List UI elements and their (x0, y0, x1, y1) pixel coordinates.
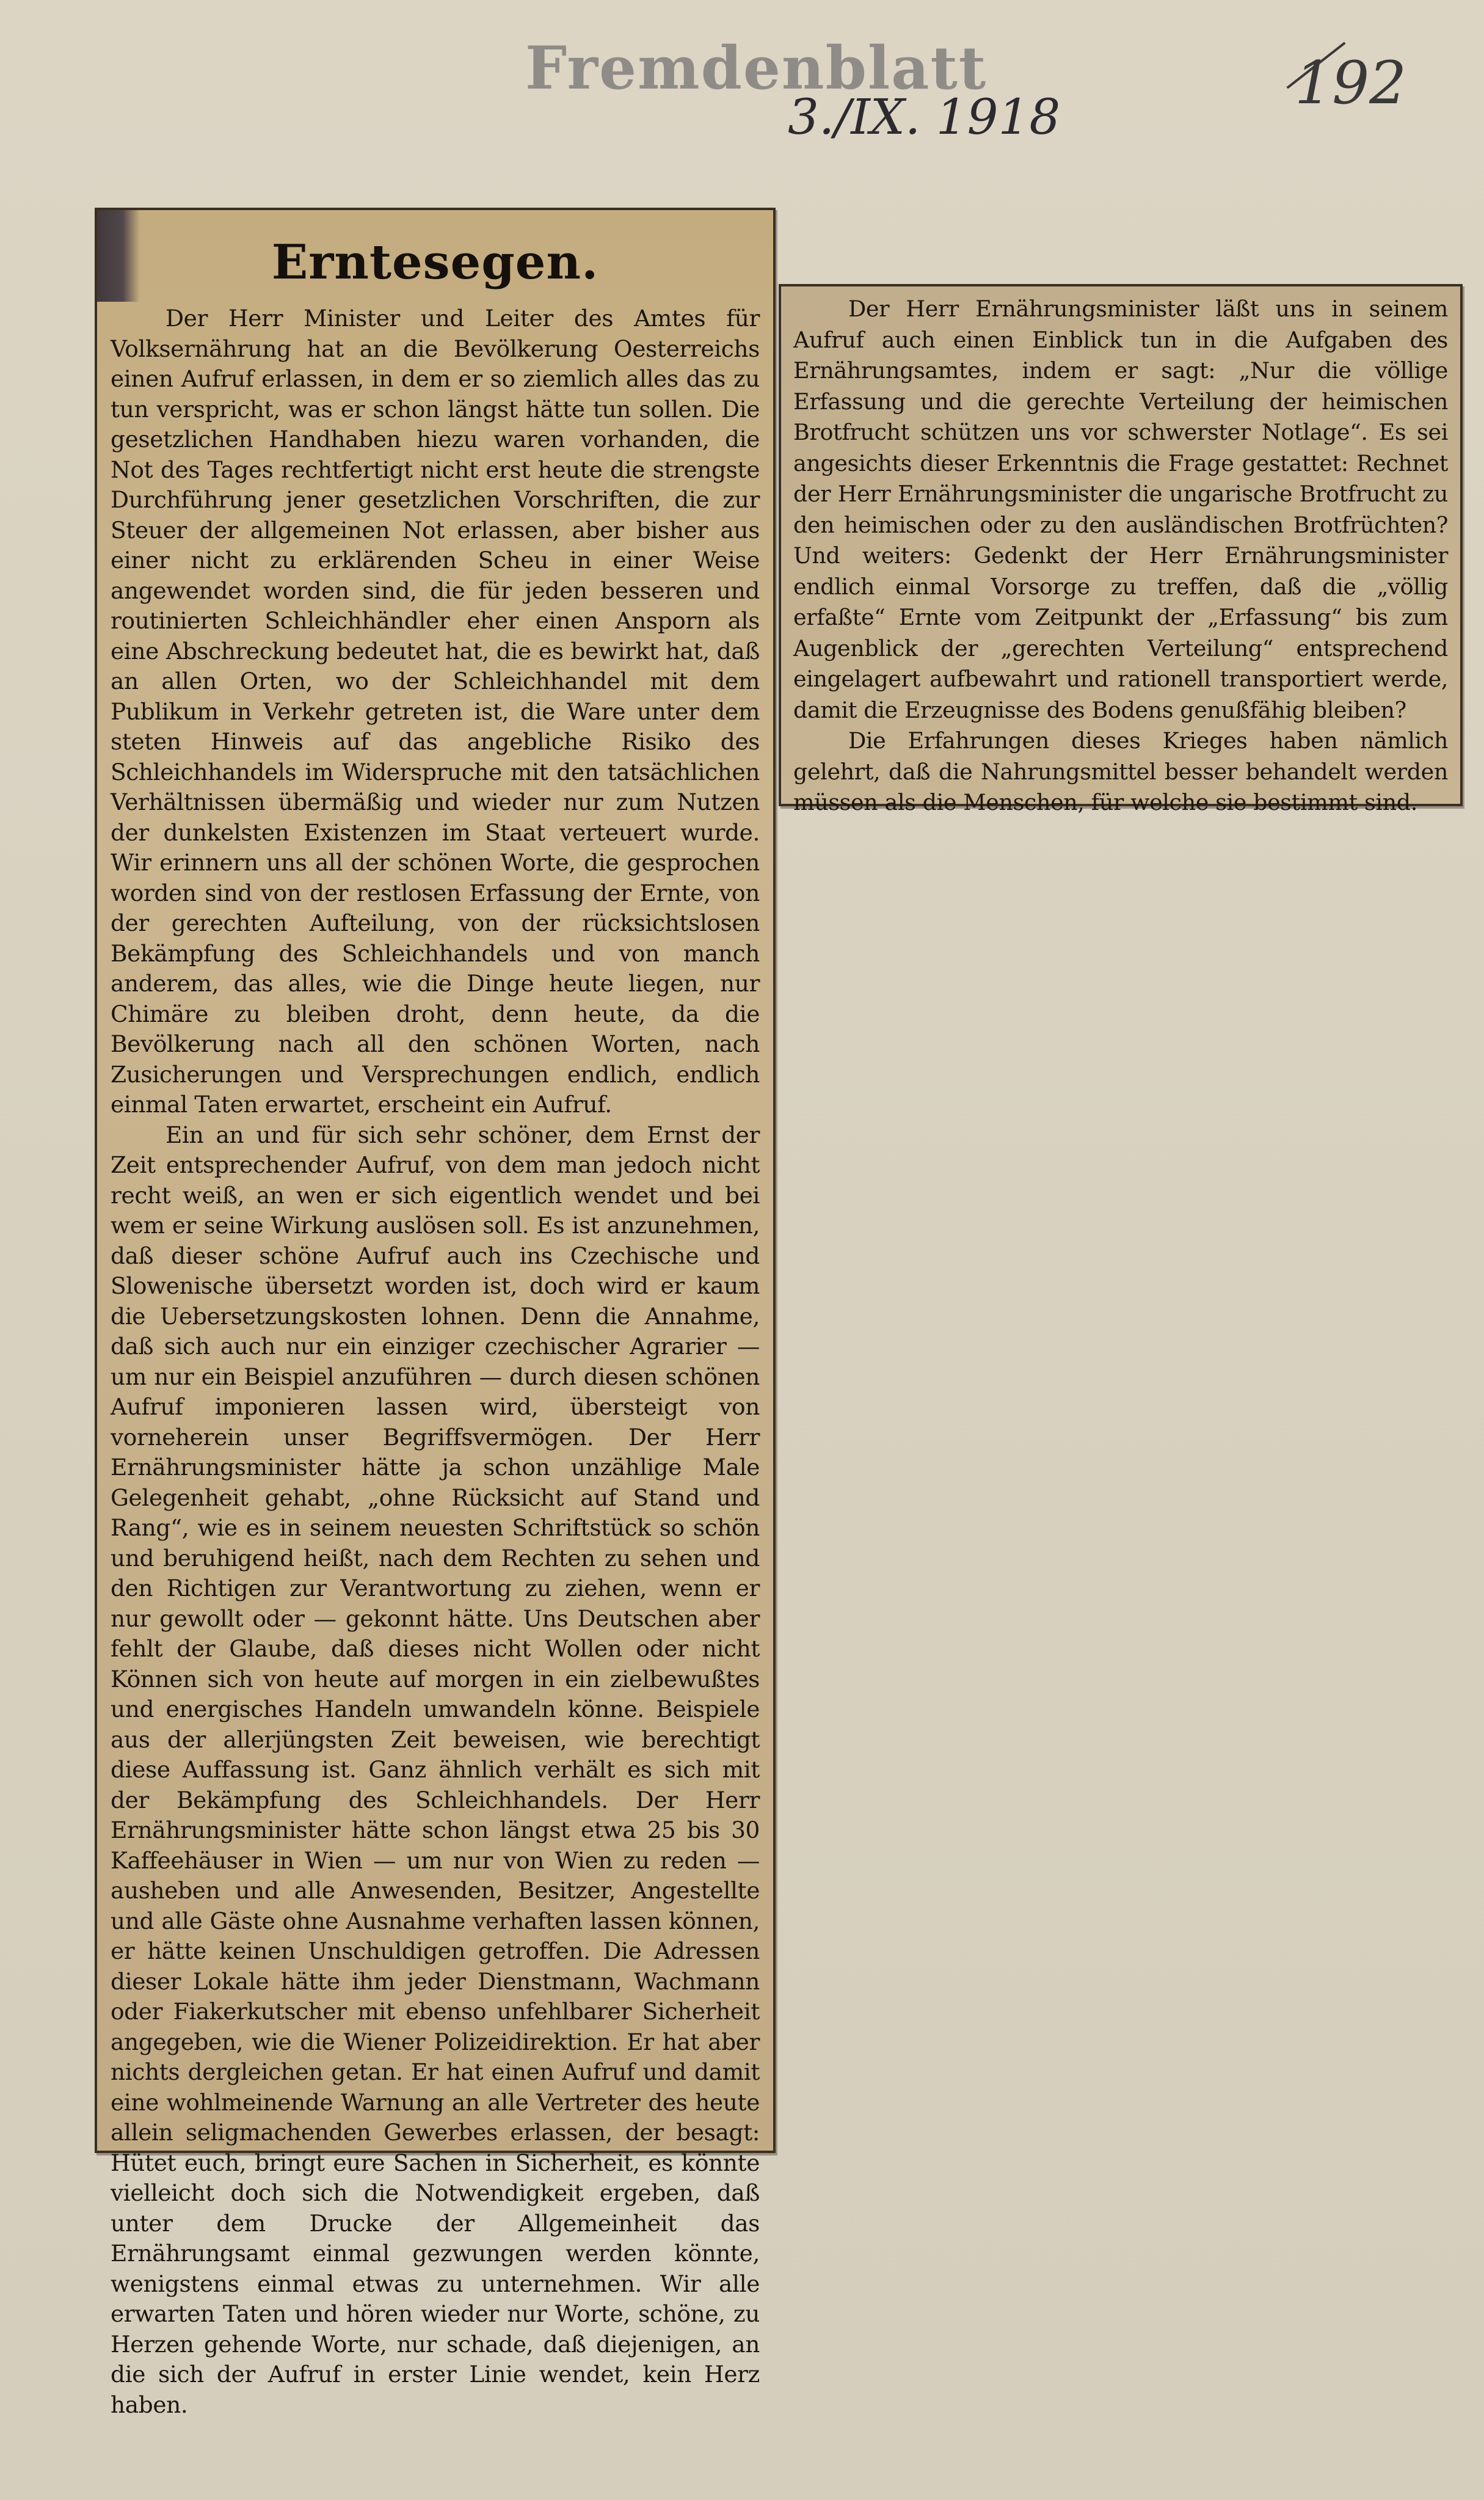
article-paragraph: Der Herr Minister und Leiter des Amtes für Volksernährung hat an die Bevölkerung Oesterreichs einen Aufruf erlassen, in dem er so ziemlich alles das zu tun verspricht, was er schon längst hätte tun sollen. Die gesetzlichen Handhaben hiezu waren vorhanden, die Not des Tages rechtfertigt nicht erst heute die strengste Durchführung jener gesetzlichen Vorschriften, die zur Steuer der allgemeinen Not erlassen, aber bisher aus einer nicht zu erklärenden Scheu in einer Weise angewendet worden sind, die für jeden besseren und routinierten Schleichhändler eher einen Ansporn als eine Abschreckung bedeutet hat, die es bewirkt hat, daß an allen Orten, wo der Schleichhandel mit dem Publikum in Verkehr getreten ist, die Ware unter dem steten Hinweis auf das angebliche Risiko des Schleichhandels im Widerspruche mit den tatsächlichen Verhältnissen übermäßig und wieder nur zum Nutzen der dunkelsten Existenzen im Staat verteuert wurde. Wir erinnern uns all der schönen Worte, die gesprochen worden sind von der restlosen Erfassung der Ernte, von der gerechten Aufteilung, von der rücksichtslosen Bekämpfung des Schleichhandels und von manch anderem, das alles, wie die Dinge heute liegen, nur Chimäre zu bleiben droht, denn heute, da die Bevölkerung nach all den schönen Worten, nach Zusicherungen und Versprechungen endlich, endlich einmal Taten erwartet, erscheint ein Aufruf. (111, 305, 760, 1118)
article-clipping-right (779, 284, 1463, 815)
article-clipping-left (95, 208, 776, 2418)
clipping-shadow (97, 210, 140, 302)
handwritten-date: 3./IX. 1918 (788, 89, 1061, 145)
article-title: Erntesegen. (271, 235, 599, 290)
newspaper-stamp: Fremdenblatt (525, 34, 988, 103)
folio-number: 192 (1295, 49, 1407, 117)
article-paragraph: Ein an und für sich sehr schöner, dem Ernst der Zeit entsprechender Aufruf, von dem man jedoch nicht recht weiß, an wen er sich eigentlich wendet und bei wem er seine Wirkung auslösen soll. Es ist anzunehmen, daß dieser schöne Aufruf auch ins Czechische und Slowenische übersetzt worden ist, doch wird er kaum die Uebersetzungskosten lohnen. Denn die Annahme, daß sich auch nur ein einziger czechischer Agrarier — um nur ein Beispiel anzuführen — durch diesen schönen Aufruf imponieren lassen wird, übersteigt von vorneherein unser Begriffsvermögen. Der Herr Ernährungsminister hätte ja schon unzählige Male Gelegenheit gehabt, „ohne Rücksicht auf Stand und Rang“, wie es in seinem neuesten Schriftstück so schön und beruhigend heißt, nach dem Rechten zu sehen und den Richtigen zur Verantwortung zu ziehen, wenn er nur gewollt oder — gekonnt hätte. Uns Deutschen aber fehlt der Glaube, daß dieses nicht Wollen oder nicht Können sich von heute auf morgen in ein zielbewußtes und energisches Handeln umwandeln könne. Beispiele aus der allerjüngsten Zeit beweisen, wie berechtigt diese Auffassung ist. Ganz ähnlich verhält es sich mit der Bekämpfung des Schleichhandels. Der Herr Ernährungsminister hätte schon längst etwa 25 bis 30 Kaffeehäuser in Wien — um nur von Wien zu reden — ausheben und alle Anwesenden, Besitzer, Angestellte und alle Gäste ohne Ausnahme verhaften lassen können, er hätte keinen Unschuldigen getroffen. Die Adressen dieser Lokale hätte ihm jeder Dienstmann, Wachmann oder Fiakerkutscher mit ebenso unfehlbarer Sicherheit angegeben, wie die Wiener Polizeidirektion. Er hat aber nichts dergleichen getan. Er hat einen Aufruf und damit eine wohlmeinende Warnung an alle Vertreter des heute allein seligmachenden Gewerbes erlassen, der besagt: Hütet euch, bringt eure Sachen in Sicherheit, es könnte vielleicht doch sich die Notwendigkeit ergeben, daß unter dem Drucke der Allgemeinheit das Ernährungsamt einmal gezwungen werden könnte, wenigstens einmal etwas zu unternehmen. Wir alle erwarten Taten und hören wieder nur Worte, schöne, zu Herzen gehende Worte, nur schade, daß diejenigen, an die sich der Aufruf in erster Linie wendet, kein Herz haben. (111, 1121, 760, 2418)
article-paragraph: Der Herr Ernährungsminister läßt uns in seinem Aufruf auch einen Einblick tun in die Aufgaben des Ernährungsamtes, indem er sagt: „Nur die völlige Erfassung und die gerechte Verteilung der heimischen Brotfrucht schützen uns vor schwerster Notlage“. Es sei angesichts dieser Erkenntnis die Frage gestattet: Rechnet der Herr Ernährungsminister die ungarische Brotfrucht zu den heimischen oder zu den ausländischen Brotfrüchten? Und weiters: Gedenkt der Herr Ernährungsminister endlich einmal Vorsorge zu treffen, daß die „völlig erfaßte“ Ernte vom Zeitpunkt der „Erfassung“ bis zum Augenblick der „gerechten Verteilung“ entsprechend eingelagert aufbewahrt und rationell transportiert werde, damit die Erzeugnisse des Bodens genußfähig bleiben? (793, 296, 1448, 723)
article-paragraph: Die Erfahrungen dieses Krieges haben nämlich gelehrt, daß die Nahrungsmittel besser behandelt werden müssen als die Menschen, für welche sie bestimmt sind. (793, 727, 1448, 815)
